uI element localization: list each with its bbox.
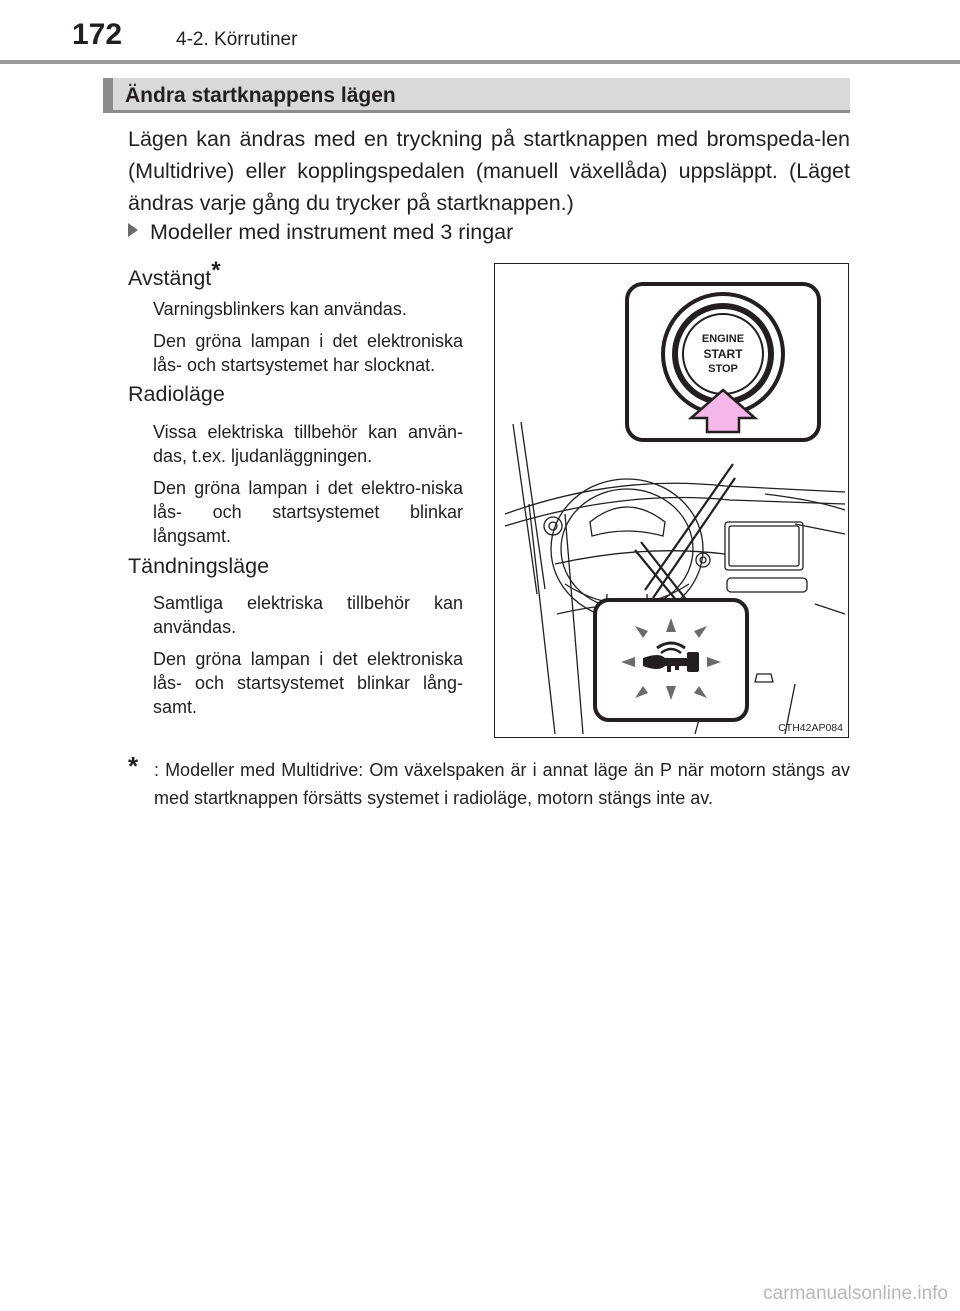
figure-code: CTH42AP084 [778, 722, 843, 734]
mode-off-line-2: Den gröna lampan i det elektroniska lås- och startsystemet har slocknat. [153, 331, 463, 375]
footnote-text: : Modeller med Multidrive: Om växelspaken är i annat läge än P när motorn stängs av med startknappen försätts systemet i radioläge, motorn stängs inte av. [154, 760, 850, 808]
dashboard-drawing [495, 264, 849, 738]
footnote-marker: * [211, 257, 221, 284]
footnote [128, 751, 850, 812]
footnote-star: * [128, 751, 139, 781]
models-line [128, 220, 513, 245]
dashboard-illustration [494, 263, 849, 738]
intro-paragraph: Lägen kan ändras med en tryckning på startknappen med bromspeda-len (Multidrive) eller kopplingspedalen (manuell växellåda) uppsläppt. (Läget ändras varje gång du trycker på startknappen.) [128, 127, 850, 215]
section-bar-accent [103, 78, 113, 110]
models-line-text: Modeller med instrument med 3 ringar [150, 220, 514, 244]
mode-radio-line-1: Vissa elektriska tillbehör kan använ-das, t.ex. ljudanläggningen. [153, 422, 463, 466]
section-heading-bar [103, 78, 850, 113]
mode-radio-line-2: Den gröna lampan i det elektro-niska lås- och startsystemet blinkar långsamt. [153, 478, 463, 546]
page-number: 172 [72, 18, 123, 51]
button-text-start: START [703, 347, 743, 361]
triangle-bullet-icon [128, 223, 138, 237]
section-title: Ändra startknappens lägen [125, 84, 396, 107]
chapter-title: 4-2. Körrutiner [176, 29, 298, 50]
header-rule [0, 60, 960, 64]
mode-off-line-1: Varningsblinkers kan användas. [153, 299, 407, 319]
mode-title-radio: Radioläge [128, 382, 225, 406]
mode-ignition-line-2: Den gröna lampan i det elektroniska lås- och startsystemet blinkar lång-samt. [153, 649, 463, 717]
mode-ignition-line-1: Samtliga elektriska tillbehör kan användas. [153, 593, 463, 637]
mode-title-off: Avstängt* [128, 257, 221, 290]
watermark: carmanualsonline.info [763, 1283, 948, 1304]
button-text-stop: STOP [708, 363, 738, 375]
button-text-engine: ENGINE [701, 333, 745, 345]
mode-title-ignition: Tändningsläge [128, 554, 270, 578]
